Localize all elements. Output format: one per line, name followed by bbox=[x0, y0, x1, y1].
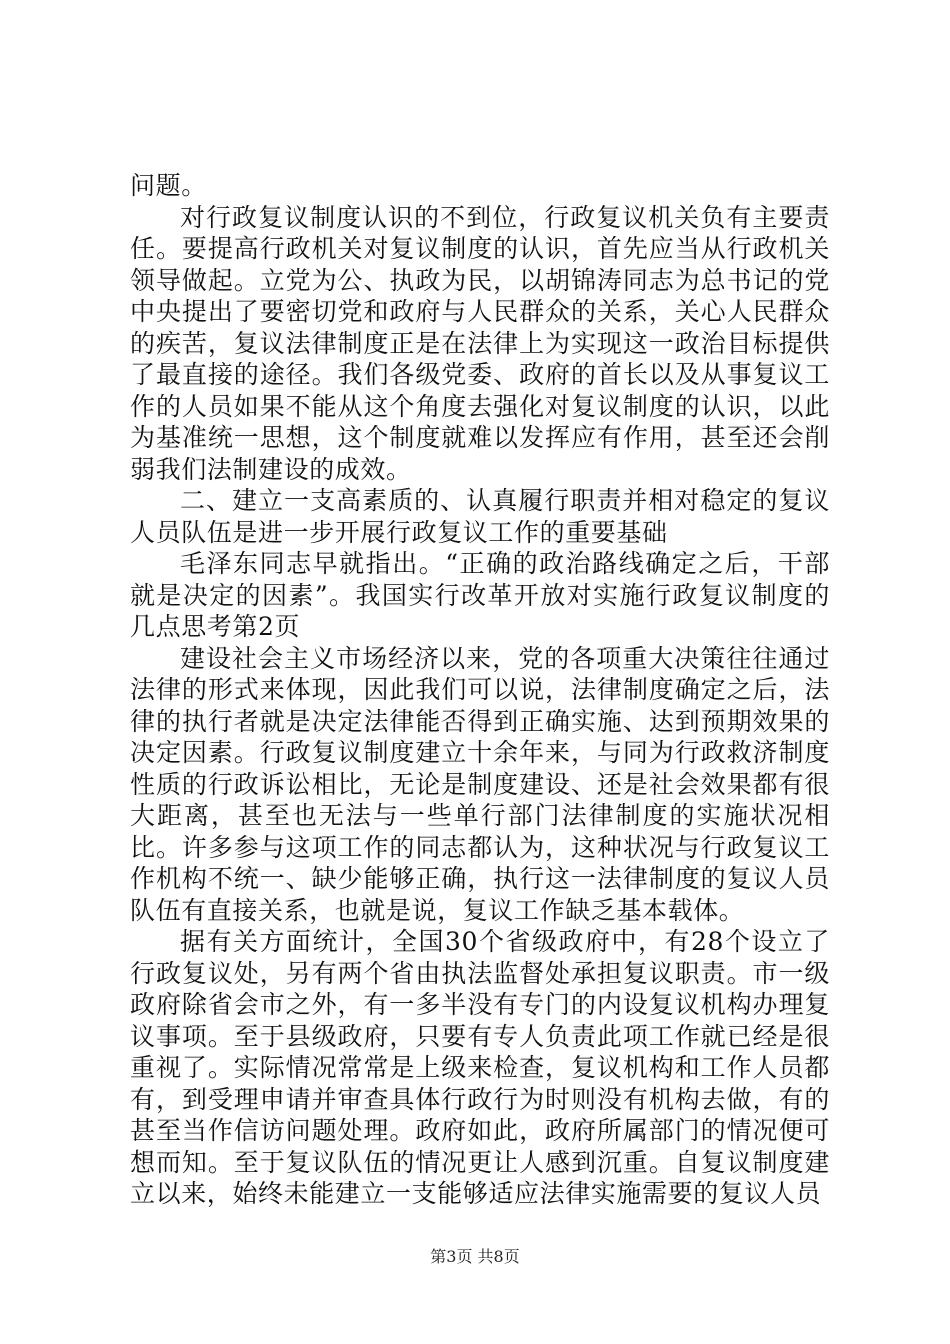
paragraph: 据有关方面统计，全国30个省级政府中，有28个设立了行政复议处，另有两个省由执法监督处承担复议职责。市一级政府除省会市之外，有一多半没有专门的内设复议机构办理复议事项。至于县级政府，只要有专人负责此项工作就已经是很重视了。实际情况常常是上级来检查，复议机构和工作人员都有，到受理申请并审查具体行政行为时则没有机构去做，有的甚至当作信访问题处理。政府如此，政府所属部门的情况便可想而知。至于复议队伍的情况更让人感到沉重。自复议制度建立以来，始终未能建立一支能够适应法律实施需要的复议人员 bbox=[130, 927, 830, 1208]
document-body bbox=[130, 170, 830, 1210]
section-heading: 二、建立一支高素质的、认真履行职责并相对稳定的复议人员队伍是进一步开展行政复议工作的重要基础 bbox=[130, 486, 830, 547]
paragraph: 建设社会主义市场经济以来，党的各项重大决策往往通过法律的形式来体现，因此我们可以说，法律制度确定之后，法律的执行者就是决定法律能否得到正确实施、达到预期效果的决定因素。行政复议制度建立十余年来，与同为行政救济制度性质的行政诉讼相比，无论是制度建设、还是社会效果都有很大距离，甚至也无法与一些单行部门法律制度的实施状况相比。许多参与这项工作的同志都认为，这种状况与行政复议工作机构不统一、缺少能够正确，执行这一法律制度的复议人员队伍有直接关系，也就是说，复议工作缺乏基本载体。 bbox=[130, 643, 830, 925]
paragraph: 问题。 bbox=[130, 171, 207, 200]
paragraph: 毛泽东同志早就指出。“正确的政治路线确定之后，干部就是决定的因素”。我国实行改革开放对实施行政复议制度的几点思考第2页 bbox=[130, 549, 830, 641]
page-footer: 第3页 共8页 bbox=[430, 1247, 520, 1266]
paragraph: 对行政复议制度认识的不到位，行政复议机关负有主要责任。要提高行政机关对复议制度的认识，首先应当从行政机关领导做起。立党为公、执政为民，以胡锦涛同志为总书记的党中央提出了要密切党和政府与人民群众的关系，关心人民群众的疾苦，复议法律制度正是在法律上为实现这一政治目标提供了最直接的途径。我们各级党委、政府的首长以及从事复议工作的人员如果不能从这个角度去强化对复议制度的认识，以此为基准统一思想，这个制度就难以发挥应有作用，甚至还会削弱我们法制建设的成效。 bbox=[130, 202, 830, 484]
